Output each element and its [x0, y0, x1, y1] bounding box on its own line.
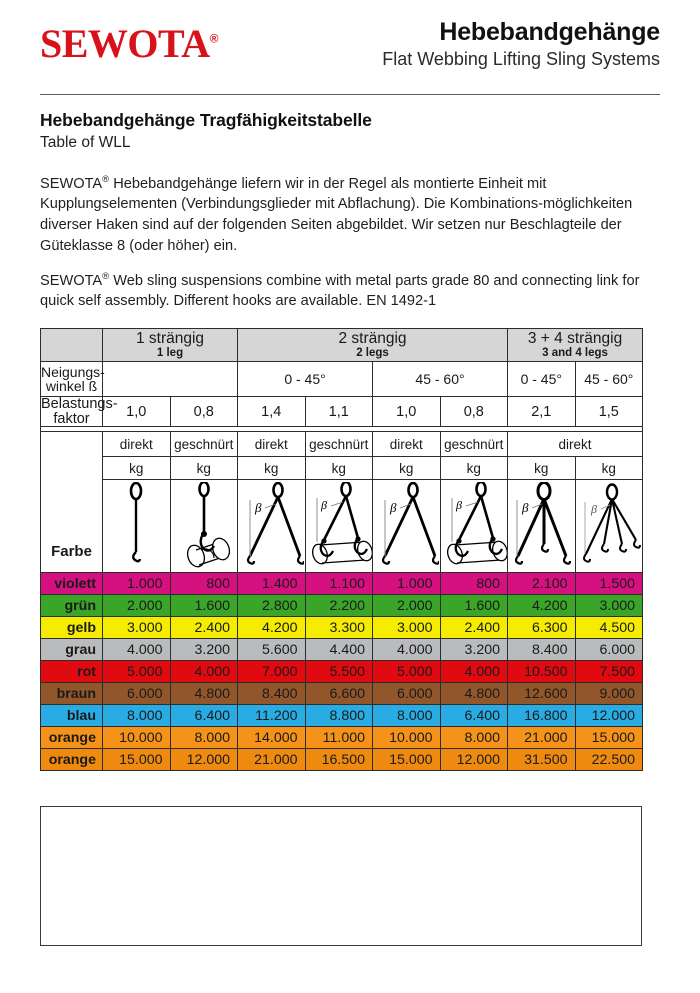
mode-cell-3: direkt	[238, 432, 306, 457]
angle-label-line1: Neigungs-	[41, 363, 105, 380]
farbe-label: Farbe	[51, 543, 92, 560]
factor-cell-8: 1,5	[575, 397, 643, 427]
wll-gelb-c7: 6.300	[508, 617, 576, 639]
table-unit-row	[41, 457, 643, 480]
wll-gelb-c2: 2.400	[170, 617, 238, 639]
factor-cell-2: 0,8	[170, 397, 238, 427]
header-divider	[40, 94, 660, 95]
table-mode-row	[41, 432, 643, 457]
wll-orange2-c3: 21.000	[238, 749, 306, 771]
svg-text:β: β	[522, 500, 529, 515]
svg-text:β: β	[455, 498, 462, 512]
wll-blau-c8: 12.000	[575, 705, 643, 727]
wll-violett-c5: 1.000	[373, 573, 441, 595]
wll-braun-c2: 4.800	[170, 683, 238, 705]
angle-label-line2: winkel ß	[45, 378, 98, 394]
table-row	[41, 617, 643, 639]
group-label-de-2: 2 strängig	[338, 329, 407, 347]
wll-gelb-c6: 2.400	[440, 617, 508, 639]
group-label-en-3: 3 and 4 legs	[542, 346, 608, 359]
unit-cell-2: kg	[170, 457, 238, 480]
group-header-34leg	[508, 329, 643, 362]
table-row	[41, 661, 643, 683]
wll-gruen-c1: 2.000	[103, 595, 171, 617]
factor-cell-7: 2,1	[508, 397, 576, 427]
color-name-orange-2: orange	[41, 749, 103, 771]
color-name-violett: violett	[41, 573, 103, 595]
wll-grau-c1: 4.000	[103, 639, 171, 661]
wll-orange1-c3: 14.000	[238, 727, 306, 749]
wll-rot-c6: 4.000	[440, 661, 508, 683]
wll-violett-c1: 1.000	[103, 573, 171, 595]
wll-gelb-c8: 4.500	[575, 617, 643, 639]
wll-rot-c7: 10.500	[508, 661, 576, 683]
wll-orange1-c4: 11.000	[305, 727, 373, 749]
factor-cell-6: 0,8	[440, 397, 508, 427]
wll-blau-c7: 16.800	[508, 705, 576, 727]
wll-rot-c5: 5.000	[373, 661, 441, 683]
sling-1leg-direct-svg	[104, 482, 168, 570]
wll-gruen-c5: 2.000	[373, 595, 441, 617]
group-label-en-1: 1 leg	[156, 346, 184, 359]
color-name-grau: grau	[41, 639, 103, 661]
row-label-farbe-holder	[41, 432, 103, 573]
wll-gruen-c6: 1.600	[440, 595, 508, 617]
sling-4leg-direct-icon	[575, 480, 643, 573]
factor-cell-5: 1,0	[373, 397, 441, 427]
table-group-header-row	[41, 329, 643, 362]
sewota-logo	[40, 21, 218, 66]
sling-3leg-direct-icon	[508, 480, 576, 573]
wll-rot-c8: 7.500	[575, 661, 643, 683]
wll-gelb-c5: 3.000	[373, 617, 441, 639]
unit-cell-8: kg	[575, 457, 643, 480]
wll-violett-c2: 800	[170, 573, 238, 595]
wll-gruen-c8: 3.000	[575, 595, 643, 617]
registered-trademark-icon: ®	[209, 31, 218, 46]
color-name-braun: braun	[41, 683, 103, 705]
wll-braun-c6: 4.800	[440, 683, 508, 705]
wll-orange2-c8: 22.500	[575, 749, 643, 771]
wll-orange1-c8: 15.000	[575, 727, 643, 749]
wll-grau-c5: 4.000	[373, 639, 441, 661]
wll-grau-c2: 3.200	[170, 639, 238, 661]
sling-2leg-choked-4560-svg	[441, 482, 507, 570]
angle-cell-34leg-0-45: 0 - 45°	[508, 362, 576, 397]
table-row	[41, 749, 643, 771]
angle-cell-34leg-45-60: 45 - 60°	[575, 362, 643, 397]
wll-table-container	[40, 328, 642, 771]
sling-2leg-choked-icon	[305, 480, 373, 573]
mode-cell-2: geschnürt	[170, 432, 238, 457]
group-header-2leg	[238, 329, 508, 362]
section-subtitle: Table of WLL	[40, 134, 131, 151]
sling-4leg-direct-svg	[576, 482, 642, 570]
svg-text:β: β	[255, 500, 262, 515]
sling-2leg-choked-svg	[306, 482, 372, 570]
sling-2leg-choked-4560-icon	[440, 480, 508, 573]
sling-3leg-direct-svg	[508, 482, 574, 570]
wll-braun-c7: 12.600	[508, 683, 576, 705]
wll-grau-c4: 4.400	[305, 639, 373, 661]
svg-text:β: β	[390, 500, 397, 515]
wll-grau-c3: 5.600	[238, 639, 306, 661]
color-name-rot: rot	[41, 661, 103, 683]
wll-orange1-c7: 21.000	[508, 727, 576, 749]
wll-grau-c7: 8.400	[508, 639, 576, 661]
unit-cell-3: kg	[238, 457, 306, 480]
sling-2leg-direct-4560-icon	[373, 480, 441, 573]
table-row	[41, 595, 643, 617]
table-row	[41, 705, 643, 727]
wll-violett-c7: 2.100	[508, 573, 576, 595]
wll-rot-c2: 4.000	[170, 661, 238, 683]
group-label-en-2: 2 legs	[356, 346, 389, 359]
sling-2leg-direct-4560-svg	[373, 482, 439, 570]
unit-cell-1: kg	[103, 457, 171, 480]
wll-orange1-c5: 10.000	[373, 727, 441, 749]
unit-cell-7: kg	[508, 457, 576, 480]
group-label-de-1: 1 strängig	[135, 329, 205, 347]
wll-orange2-c1: 15.000	[103, 749, 171, 771]
page-header	[40, 18, 660, 90]
angle-cell-2leg-45-60: 45 - 60°	[373, 362, 508, 397]
wll-orange2-c6: 12.000	[440, 749, 508, 771]
header-titles	[382, 18, 660, 71]
group-label-de-3: 3 + 4 strängig	[527, 329, 623, 347]
mode-cell-5: direkt	[373, 432, 441, 457]
wll-violett-c3: 1.400	[238, 573, 306, 595]
logo-wordmark: SEWOTA	[40, 21, 210, 66]
wll-blau-c6: 6.400	[440, 705, 508, 727]
mode-cell-4: geschnürt	[305, 432, 373, 457]
factor-cell-3: 1,4	[238, 397, 306, 427]
wll-rot-c4: 5.500	[305, 661, 373, 683]
wll-blau-c2: 6.400	[170, 705, 238, 727]
wll-braun-c8: 9.000	[575, 683, 643, 705]
wll-gruen-c7: 4.200	[508, 595, 576, 617]
mode-cell-6: geschnürt	[440, 432, 508, 457]
wll-gruen-c3: 2.800	[238, 595, 306, 617]
wll-orange2-c5: 15.000	[373, 749, 441, 771]
color-name-blau: blau	[41, 705, 103, 727]
table-factor-row	[41, 397, 643, 427]
intro-text-en: Web sling suspensions combine with metal parts grade 80 and connecting link for quick self assembly. Different hooks are available. EN 1492-1	[40, 272, 640, 310]
registered-icon-de: ®	[102, 174, 110, 185]
wll-orange1-c6: 8.000	[440, 727, 508, 749]
factor-cell-4: 1,1	[305, 397, 373, 427]
wll-braun-c3: 8.400	[238, 683, 306, 705]
wll-blau-c4: 8.800	[305, 705, 373, 727]
sling-1leg-choked-icon	[170, 480, 238, 573]
wll-gelb-c1: 3.000	[103, 617, 171, 639]
table-row	[41, 683, 643, 705]
wll-orange2-c4: 16.500	[305, 749, 373, 771]
intro-paragraph-en	[40, 267, 640, 312]
table-row	[41, 727, 643, 749]
svg-text:β: β	[590, 502, 597, 516]
wll-violett-c6: 800	[440, 573, 508, 595]
intro-paragraph-de	[40, 170, 640, 256]
sling-1leg-choked-svg	[172, 482, 236, 570]
color-name-orange-1: orange	[41, 727, 103, 749]
wll-braun-c4: 6.600	[305, 683, 373, 705]
wll-braun-c1: 6.000	[103, 683, 171, 705]
factor-label-line2: faktor	[53, 410, 90, 427]
wll-gelb-c4: 3.300	[305, 617, 373, 639]
angle-cell-1leg	[103, 362, 238, 397]
factor-cell-1: 1,0	[103, 397, 171, 427]
table-angle-row	[41, 362, 643, 397]
wll-grau-c8: 6.000	[575, 639, 643, 661]
unit-cell-5: kg	[373, 457, 441, 480]
unit-cell-6: kg	[440, 457, 508, 480]
brand-mention-de: SEWOTA	[40, 175, 103, 192]
sling-1leg-direct-icon	[103, 480, 171, 573]
angle-cell-2leg-0-45: 0 - 45°	[238, 362, 373, 397]
wll-orange2-c7: 31.500	[508, 749, 576, 771]
unit-cell-4: kg	[305, 457, 373, 480]
wll-rot-c3: 7.000	[238, 661, 306, 683]
group-header-corner	[41, 329, 103, 362]
mode-cell-1: direkt	[103, 432, 171, 457]
table-diagram-row	[41, 480, 643, 573]
wll-gruen-c2: 1.600	[170, 595, 238, 617]
mode-cell-7: direkt	[508, 432, 643, 457]
group-header-1leg	[103, 329, 238, 362]
wll-table	[40, 328, 643, 771]
row-label-factor	[41, 396, 118, 427]
wll-violett-c8: 1.500	[575, 573, 643, 595]
table-row	[41, 573, 643, 595]
wll-orange1-c1: 10.000	[103, 727, 171, 749]
wll-gelb-c3: 4.200	[238, 617, 306, 639]
wll-grau-c6: 3.200	[440, 639, 508, 661]
table-row	[41, 639, 643, 661]
brand-mention-en: SEWOTA	[40, 272, 103, 289]
intro-text-de: Hebebandgehänge liefern wir in der Regel als montierte Einheit mit Kupplungselementen (Verbindungsglieder mit Abflachung). Die Kombinations-möglichkeiten diverser Haken sind auf der folgenden Seiten abgebildet. Wir setzen nur Beschlagteile der Güteklasse 8 (oder höher) ein.	[40, 175, 633, 254]
factor-label-line1: Belastungs-	[41, 396, 118, 412]
wll-blau-c3: 11.200	[238, 705, 306, 727]
wll-violett-c4: 1.100	[305, 573, 373, 595]
wll-braun-c5: 6.000	[373, 683, 441, 705]
notes-empty-box	[40, 806, 642, 946]
row-label-angle	[41, 362, 103, 397]
wll-blau-c5: 8.000	[373, 705, 441, 727]
wll-blau-c1: 8.000	[103, 705, 171, 727]
wll-orange2-c2: 12.000	[170, 749, 238, 771]
wll-orange1-c2: 8.000	[170, 727, 238, 749]
sling-2leg-direct-icon	[238, 480, 306, 573]
page-subtitle: Flat Webbing Lifting Sling Systems	[382, 49, 660, 69]
wll-rot-c1: 5.000	[103, 661, 171, 683]
color-name-gelb: gelb	[41, 617, 103, 639]
registered-icon-en: ®	[102, 271, 110, 282]
section-title: Hebebandgehänge Tragfähigkeitstabelle	[40, 110, 372, 130]
wll-gruen-c4: 2.200	[305, 595, 373, 617]
page-title: Hebebandgehänge	[439, 18, 660, 46]
color-name-gruen: grün	[41, 595, 103, 617]
sling-2leg-direct-svg	[238, 482, 304, 570]
svg-text:β: β	[320, 498, 327, 512]
